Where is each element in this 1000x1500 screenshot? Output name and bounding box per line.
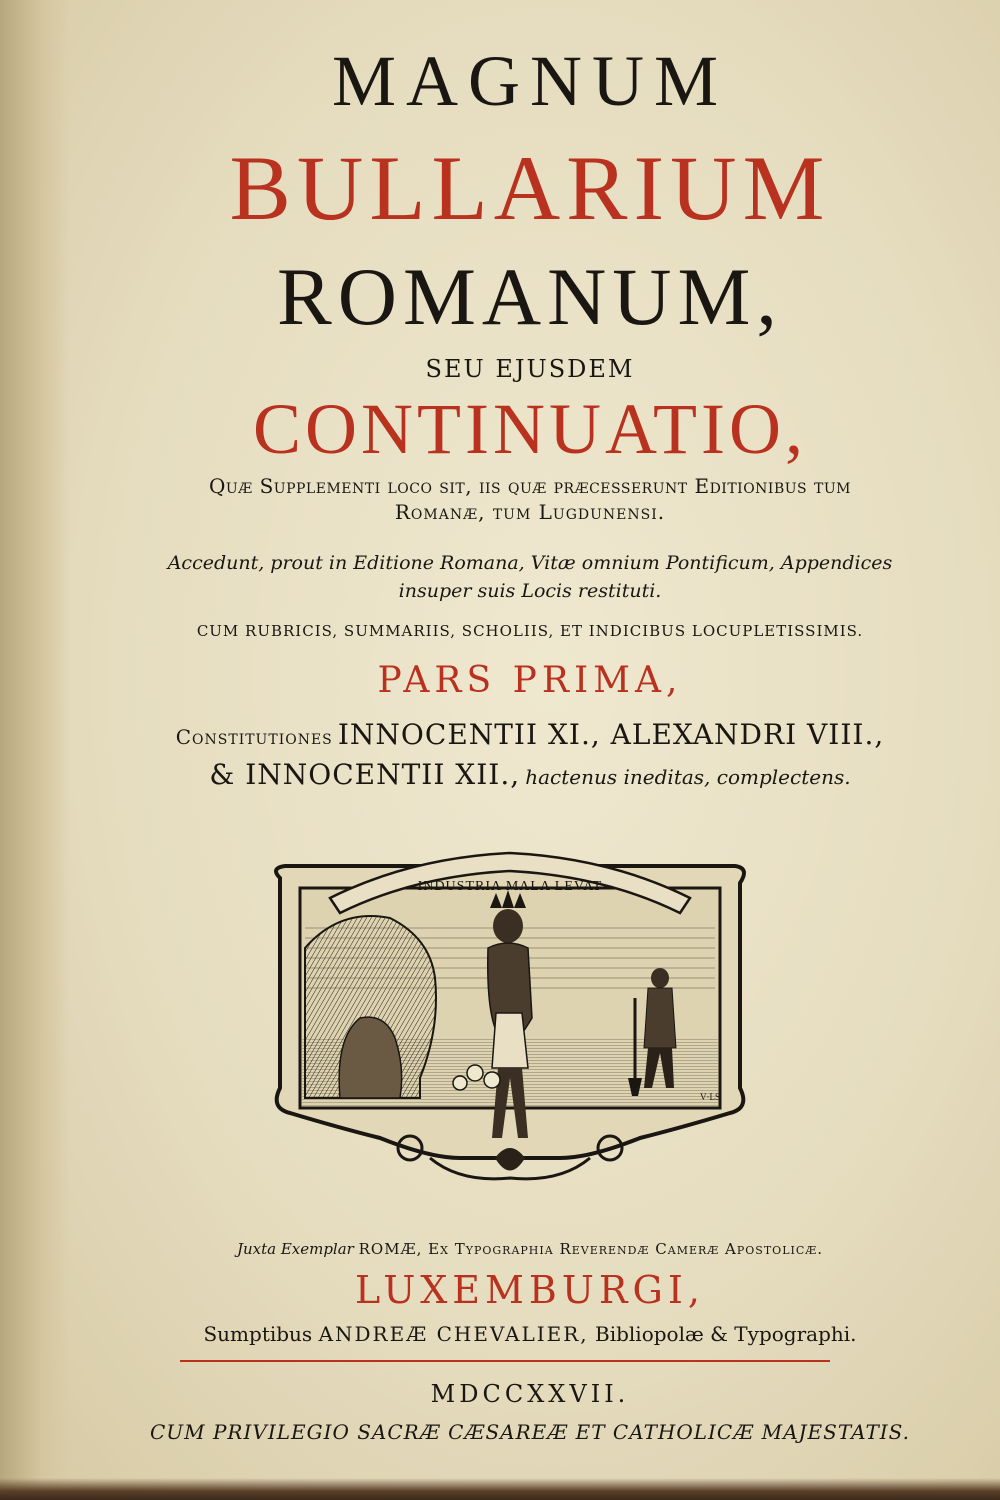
imprint-year: MDCCXXVII. bbox=[430, 1380, 630, 1408]
rubricis-line: CUM RUBRICIS, SUMMARIIS, SCHOLIIS, ET INDICIBUS LOCUPLETISSIMIS. bbox=[196, 622, 864, 640]
title-bullarium: BULLARIUM bbox=[229, 137, 831, 239]
sumptibus-prefix: Sumptibus bbox=[203, 1322, 313, 1346]
constitutiones-line-1 bbox=[90, 718, 970, 751]
constitutiones-popes-2: & INNOCENTII XII., bbox=[209, 758, 521, 791]
printer-name: ANDREÆ CHEVALIER, bbox=[318, 1322, 589, 1346]
accedunt-line-2: insuper suis Locis restituti. bbox=[398, 580, 662, 602]
juxta-prefix: Juxta Exemplar bbox=[236, 1240, 354, 1258]
constitutiones-prefix: Constitutiones bbox=[175, 725, 333, 749]
subtitle-seu-ejusdem: SEU EJUSDEM bbox=[425, 355, 635, 383]
page-gutter bbox=[0, 0, 70, 1500]
description-line-1: Quæ Supplementi loco sit, iis quæ præcesserunt Editionibus tum bbox=[209, 474, 851, 498]
sumptibus-line bbox=[90, 1322, 970, 1346]
engraver-signature: V·LS bbox=[700, 1092, 720, 1102]
constitutiones-line-2 bbox=[90, 758, 970, 791]
page-bottom-edge bbox=[0, 1478, 1000, 1500]
title-continuatio: CONTINUATIO, bbox=[253, 389, 807, 469]
juxta-main: ROMÆ, Ex Typographia Reverendæ Cameræ Apostolicæ. bbox=[358, 1240, 824, 1258]
emblem-illustration bbox=[260, 838, 760, 1198]
accedunt-line-1: Accedunt, prout in Editione Romana, Vitæ omnium Pontificum, Appendices bbox=[167, 552, 893, 574]
constitutiones-suffix: hactenus ineditas, complectens. bbox=[525, 765, 851, 789]
constitutiones-popes-1: INNOCENTII XI., ALEXANDRI VIII., bbox=[337, 718, 885, 751]
juxta-exemplar-line bbox=[90, 1240, 970, 1258]
pars-prima: PARS PRIMA, bbox=[377, 660, 683, 701]
privilege-line: CUM PRIVILEGIO SACRÆ CÆSAREÆ ET CATHOLICÆ MAJESTATIS. bbox=[149, 1420, 911, 1444]
sumptibus-suffix: Bibliopolæ & Typographi. bbox=[595, 1322, 857, 1346]
title-magnum: MAGNUM bbox=[331, 41, 729, 121]
red-rule bbox=[180, 1360, 830, 1362]
description-line-2: Romanæ, tum Lugdunensi. bbox=[394, 500, 666, 524]
emblem-motto: INDUSTRIA MALA LEVAT bbox=[417, 879, 603, 894]
city-luxemburgi: LUXEMBURGI, bbox=[355, 1268, 705, 1312]
title-romanum: ROMANUM, bbox=[277, 251, 783, 342]
printer-emblem bbox=[260, 838, 760, 1198]
